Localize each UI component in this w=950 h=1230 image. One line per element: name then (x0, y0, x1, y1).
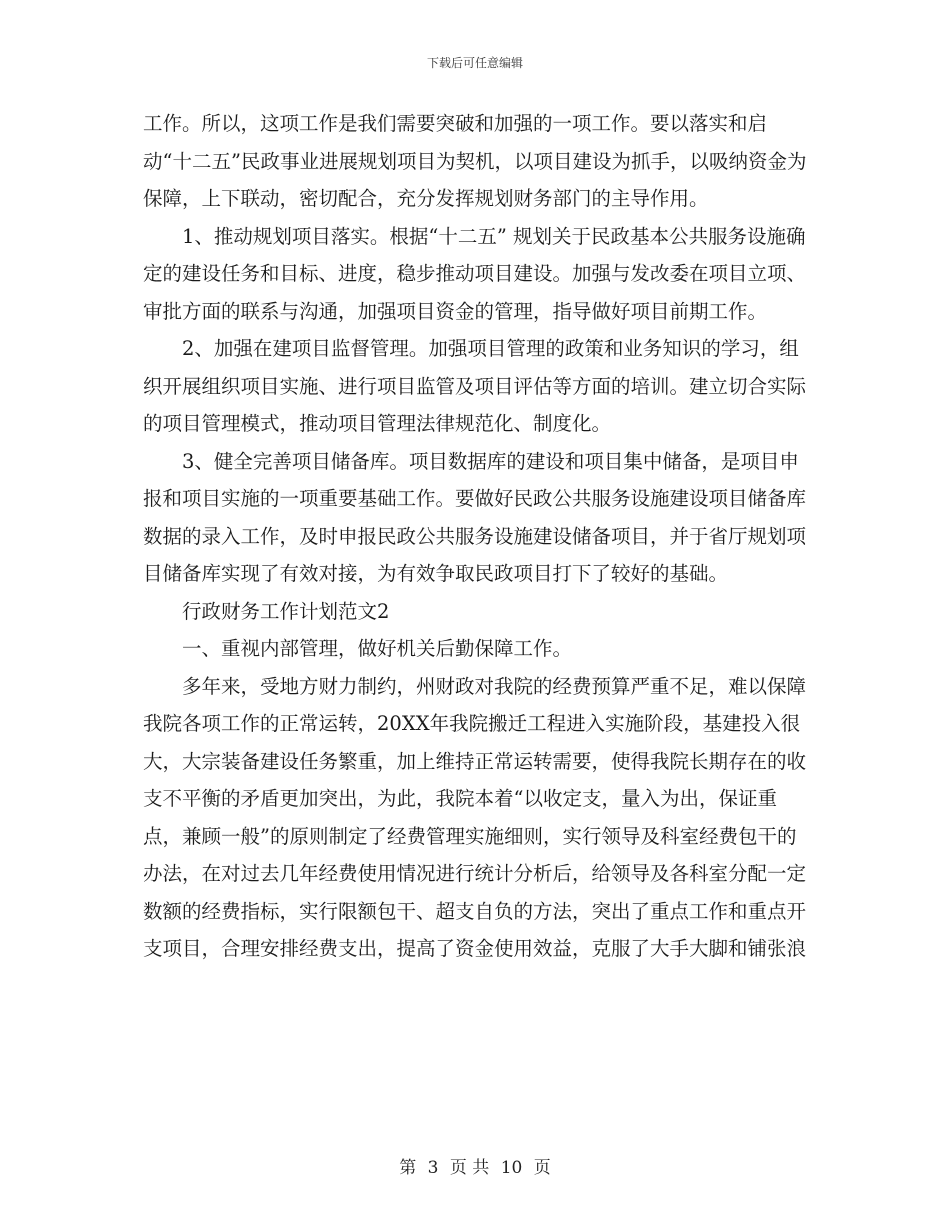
paragraph-continuation: 工作。所以，这项工作是我们需要突破和加强的一项工作。要以落实和启动“十二五”民政事业进展规划项目为契机，以项目建设为抓手，以吸纳资金为保障，上下联动，密切配合，充分发挥规划财务部门的主导作用。 (143, 112, 807, 210)
page-footer (0, 1153, 950, 1178)
section-heading-1: 一、重视内部管理，做好机关后勤保障工作。 (182, 637, 573, 660)
footer-prefix: 第 (399, 1158, 417, 1178)
page-total: 10 (500, 1158, 523, 1178)
document-body (143, 105, 808, 968)
paragraph-item-3: 3、健全完善项目储备库。项目数据库的建设和项目集中储备，是项目申报和项目实施的一项重要基础工作。要做好民政公共服务设施建设项目储备库数据的录入工作，及时申报民政公共服务设施建设储备项目，并于省厅规划项目储备库实现了有效对接，为有效争取民政项目打下了较好的基础。 (143, 449, 807, 585)
paragraph-body: 多年来，受地方财力制约，州财政对我院的经费预算严重不足，难以保障我院各项工作的正常运转，20XX年我院搬迁工程进入实施阶段，基建投入很大，大宗装备建设任务繁重，加上维持正常运转需要，使得我院长期存在的收支不平衡的矛盾更加突出，为此，我院本着“以收定支，量入为出，保证重点，兼顾一般”的原则制定了经费管理实施细则，实行领导及科室经费包干的办法，在对过去几年经费使用情况进行统计分析后，给领导及各科室分配一定数额的经费指标，实行限额包干、超支自负的方法，突出了重点工作和重点开支项目，合理安排经费支出，提高了资金使用效益，克服了大手大脚和铺张浪 (143, 674, 807, 960)
page-header: 下载后可任意编辑 (426, 56, 523, 70)
footer-suffix: 页 (533, 1158, 551, 1178)
paragraph-item-2: 2、加强在建项目监督管理。加强项目管理的政策和业务知识的学习，组织开展组织项目实施、进行项目监管及项目评估等方面的培训。建立切合实际的项目管理模式，推动项目管理法律规范化、制度化。 (143, 337, 807, 435)
section-title: 行政财务工作计划范文2 (182, 599, 390, 623)
paragraph-item-1: 1、推动规划项目落实。根据“十二五” 规划关于民政基本公共服务设施确定的建设任务和目标、进度，稳步推动项目建设。加强与发改委在项目立项、审批方面的联系与沟通，加强项目资金的管理，指导做好项目前期工作。 (143, 224, 807, 323)
footer-middle: 页 共 (449, 1158, 490, 1178)
page-number: 3 (427, 1158, 439, 1178)
